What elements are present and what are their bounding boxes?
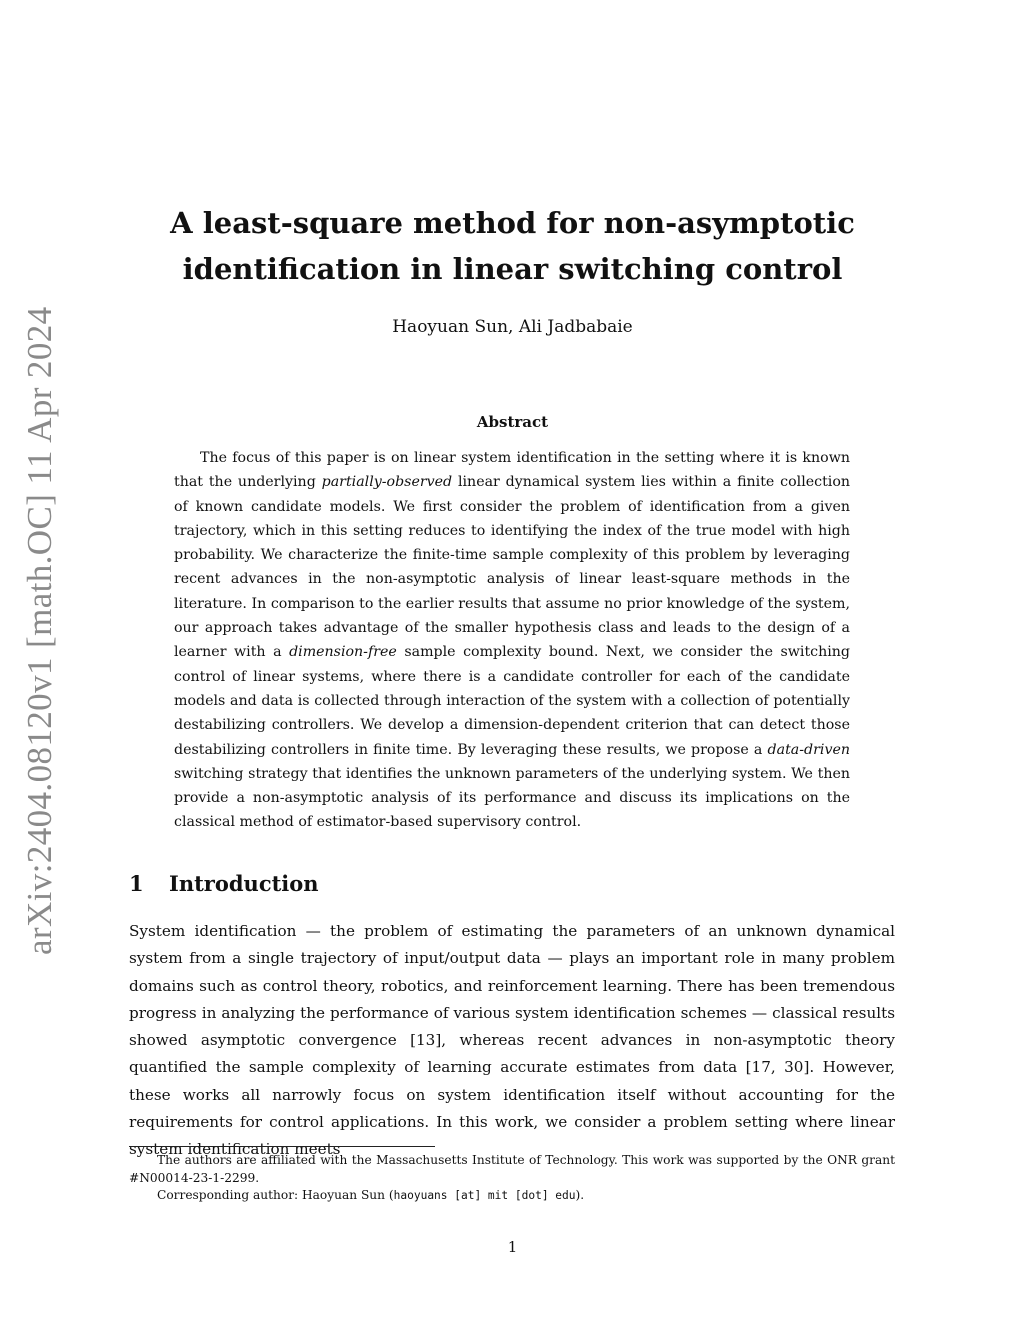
section-title-text: Introduction	[169, 871, 319, 896]
footnote-corresponding-prefix: Corresponding author: Haoyuan Sun (	[157, 1188, 394, 1202]
footnote-affiliation	[129, 1152, 895, 1187]
abstract-text-3: sample complexity bound. Next, we consider the switching control of linear systems, where there is a candidate controller for each of the candidate models and data is collected through interaction of the system with a collection of potentially destabilizing controllers. We develop a dimension-dependent criterion that can detect those destabilizing controllers in finite time. By leveraging these results, we propose a	[174, 644, 850, 758]
section-heading-introduction	[129, 867, 319, 901]
abstract-text-1: The focus of this paper is on linear system identification in the setting where it is known that the underlying	[174, 450, 850, 491]
abstract-text-4: switching strategy that identifies the unknown parameters of the underlying system. We then provide a non-asymptotic analysis of its performance and discuss its implications on the classical method of estimator-based supervisory control.	[174, 765, 850, 831]
footnote-affiliation-text: The authors are affiliated with the Massachusetts Institute of Technology. This work was supported by the ONR grant #N00014-23-1-2299.	[129, 1153, 895, 1185]
introduction-paragraph: System identification — the problem of estimating the parameters of an unknown dynamical system from a single trajectory of input/output data — plays an important role in many problem domains such as control theory, robotics, and reinforcement learning. There has been tremendous progress in analyzing the performance of various system identification schemes — classical results showed asymptotic convergence [13], whereas recent advances in non-asymptotic theory quantified the sample complexity of learning accurate estimates from data [17, 30]. However, these works all narrowly focus on system identification itself without accounting for the requirements for control applications. In this work, we consider a problem setting where linear system identification meets	[129, 922, 895, 1159]
footnote-email: haoyuans [at] mit [dot] edu	[393, 1189, 576, 1202]
paper-title: A least-square method for non-asymptotic identification in linear switching control	[170, 206, 855, 286]
abstract-emphasis-dimension-free: dimension-free	[289, 644, 397, 661]
footnote-rule	[129, 1146, 435, 1147]
paper-authors: Haoyuan Sun, Ali Jadbabaie	[392, 317, 633, 337]
abstract-emphasis-data-driven: data-driven	[767, 741, 850, 758]
abstract-text-2: linear dynamical system lies within a finite collection of known candidate models. We first consider the problem of identification from a given trajectory, which in this setting reduces to identifying the index of the true model with high probability. We characterize the finite-time sample complexity of this problem by leveraging recent advances in the non-asymptotic analysis of linear least-square methods in the literature. In comparison to the earlier results that assume no prior knowledge of the system, our approach takes advantage of the smaller hypothesis class and leads to the design of a learner with a	[174, 474, 850, 661]
page-number: 1	[507, 1238, 518, 1256]
abstract-body	[174, 446, 850, 835]
abstract-emphasis-partially-observed: partially-observed	[321, 474, 453, 491]
footnote-corresponding	[129, 1187, 895, 1205]
section-number: 1	[129, 871, 144, 896]
abstract-heading: Abstract	[476, 413, 549, 431]
arxiv-identifier-sidebar: arXiv:2404.08120v1 [math.OC] 11 Apr 2024	[20, 306, 59, 955]
footnote-corresponding-suffix: ).	[575, 1188, 585, 1202]
footnote	[129, 1152, 895, 1205]
